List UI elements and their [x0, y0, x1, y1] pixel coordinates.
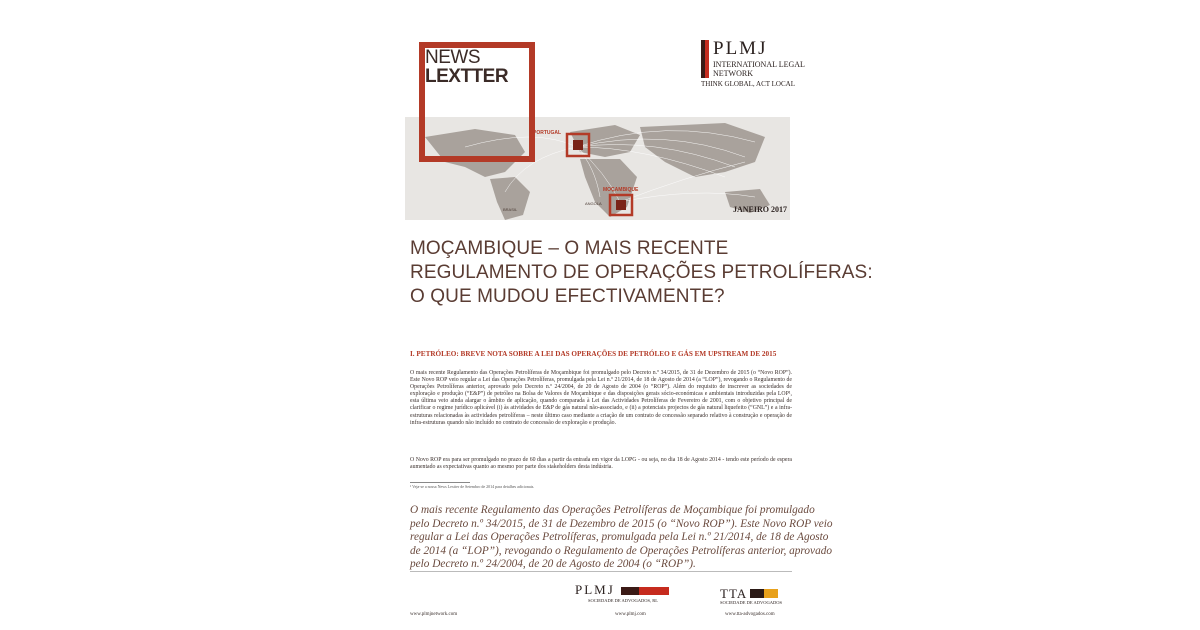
news-title-line1: NEWS: [425, 47, 480, 68]
tta-footer-logo: [720, 586, 790, 608]
news-title-line2: LEXTTER: [425, 66, 509, 87]
map-label-portugal: PORTUGAL: [533, 130, 562, 136]
quote-line1: O mais recente Regulamento das Operações Petrolíferas de Moçambique foi promulgado: [410, 504, 815, 516]
newsletter-page: [395, 20, 873, 620]
plmj-logo-network: INTERNATIONAL LEGAL NETWORK: [713, 60, 805, 78]
footnote-divider: [410, 482, 470, 483]
issue-date: JANEIRO 2017: [733, 205, 788, 214]
newsletter-header: [395, 20, 805, 220]
plmj-logo-tagline: THINK GLOBAL, ACT LOCAL: [701, 80, 795, 88]
link-plmjnetwork[interactable]: www.plmjnetwork.com: [410, 612, 458, 617]
map-label-mocambique: MOÇAMBIQUE: [603, 187, 639, 193]
body-paragraph-1: O mais recente Regulamento das Operações Petrolíferas de Moçambique foi promulgado pelo Decreto n.º 34/2015, de 31 de Dezembro de 2015 (o “Novo ROP”). Este Novo ROP veio regular a Lei das Operações Petrolíferas, promulgada pela Lei n.º 21/2014, de 18 de Agosto de 2014 (a “LOP”), revogando o Regulamento de Operações Petrolíferas anterior, aprovado pelo Decreto n.º 24/2004, de 20 de Agosto de 2004 (o “ROP”). Além do requisito de inscrever as sociedades de exploração e produção (“E&P”) de petróleo na Bolsa de Valores de Moçambique e das disposições gerais sócio-económicas e ambientais introduzidas pela LOP¹, esta última veio ainda alargar o âmbito de aplicação, quando comparada à Lei das Actividades Petrolíferas de Fevereiro de 2001, com o objetivo principal de clarificar o regime jurídico aplicável (i) às atividades de E&P de gás natural não-associado, e (ii) a potenciais projectos de gás natural liquefeito (“GNL”) e a infra-estruturas relacionadas às actividades petrolíferas – neste último caso mediante a criação de um contrato de concessão separado relativo à construção e operação de infra-estruturas quando não incluído no contrato de concessão de exploração e produção.: [410, 370, 792, 426]
quote-line3: regular a Lei das Operações Petrolíferas, promulgada pela Lei n.º 21/2014, de 18 de Agosto: [410, 531, 829, 543]
tta-footer-name: TTA: [720, 586, 748, 601]
pull-quote: [410, 504, 833, 572]
plmj-logo-bars: [701, 40, 709, 78]
plmj-network-logo: [701, 38, 805, 98]
plmj-footer-name: PLMJ: [575, 582, 615, 597]
footer-divider: [410, 571, 792, 572]
plmj-footer-logo: [575, 582, 685, 606]
headline-line2: REGULAMENTO DE OPERAÇÕES PETROLÍFERAS:: [410, 262, 873, 283]
plmj-logo-name: PLMJ: [713, 38, 768, 59]
quote-line4: de 2014 (a “LOP”), revogando o Regulamento de Operações Petrolíferas anterior, aprovado: [410, 544, 833, 557]
headline-line3: O QUE MUDOU EFECTIVAMENTE?: [410, 286, 725, 307]
quote-line2: pelo Decreto n.º 34/2015, de 31 de Dezembro de 2015 (o “Novo ROP”). Este Novo ROP veio: [410, 517, 833, 530]
footnote: ¹ Veja-se a nossa News Lextter de Setembro de 2014 para detalhes adicionais.: [410, 484, 535, 489]
section-title: I. PETRÓLEO: BREVE NOTA SOBRE A LEI DAS OPERAÇÕES DE PETRÓLEO E GÁS EM UPSTREAM DE 2015: [410, 350, 777, 358]
map-label-angola: ANGOLA: [585, 201, 602, 206]
link-tta[interactable]: www.tta-advogados.com: [725, 612, 775, 617]
plmj-footer-sub: SOCIEDADE DE ADVOGADOS, RL: [588, 598, 659, 603]
article-headline: [410, 237, 873, 309]
quote-line5: pelo Decreto n.º 24/2004, de 20 de Agosto de 2004 (o “ROP”).: [410, 558, 696, 570]
link-plmj[interactable]: www.plmj.com: [615, 612, 646, 617]
map-label-brasil: BRASIL: [503, 207, 518, 212]
tta-footer-sub: SOCIEDADE DE ADVOGADOS: [720, 600, 783, 605]
plmj-footer-bar-red: [639, 587, 669, 595]
headline-line1: MOÇAMBIQUE – O MAIS RECENTE: [410, 238, 729, 259]
news-lextter-title: [425, 48, 508, 86]
tta-logo-dark-square: [750, 589, 764, 598]
tta-logo-orange-square: [764, 589, 778, 598]
body-paragraph-2: O Novo ROP era para ser promulgado no prazo de 60 dias a partir da entrada em vigor da LOPG - ou seja, no dia 18 de Agosto 2014 - tendo este período de espera aumentado as expectativas quanto ao mesmo por parte dos stakeholders desta indústria.: [410, 457, 792, 471]
